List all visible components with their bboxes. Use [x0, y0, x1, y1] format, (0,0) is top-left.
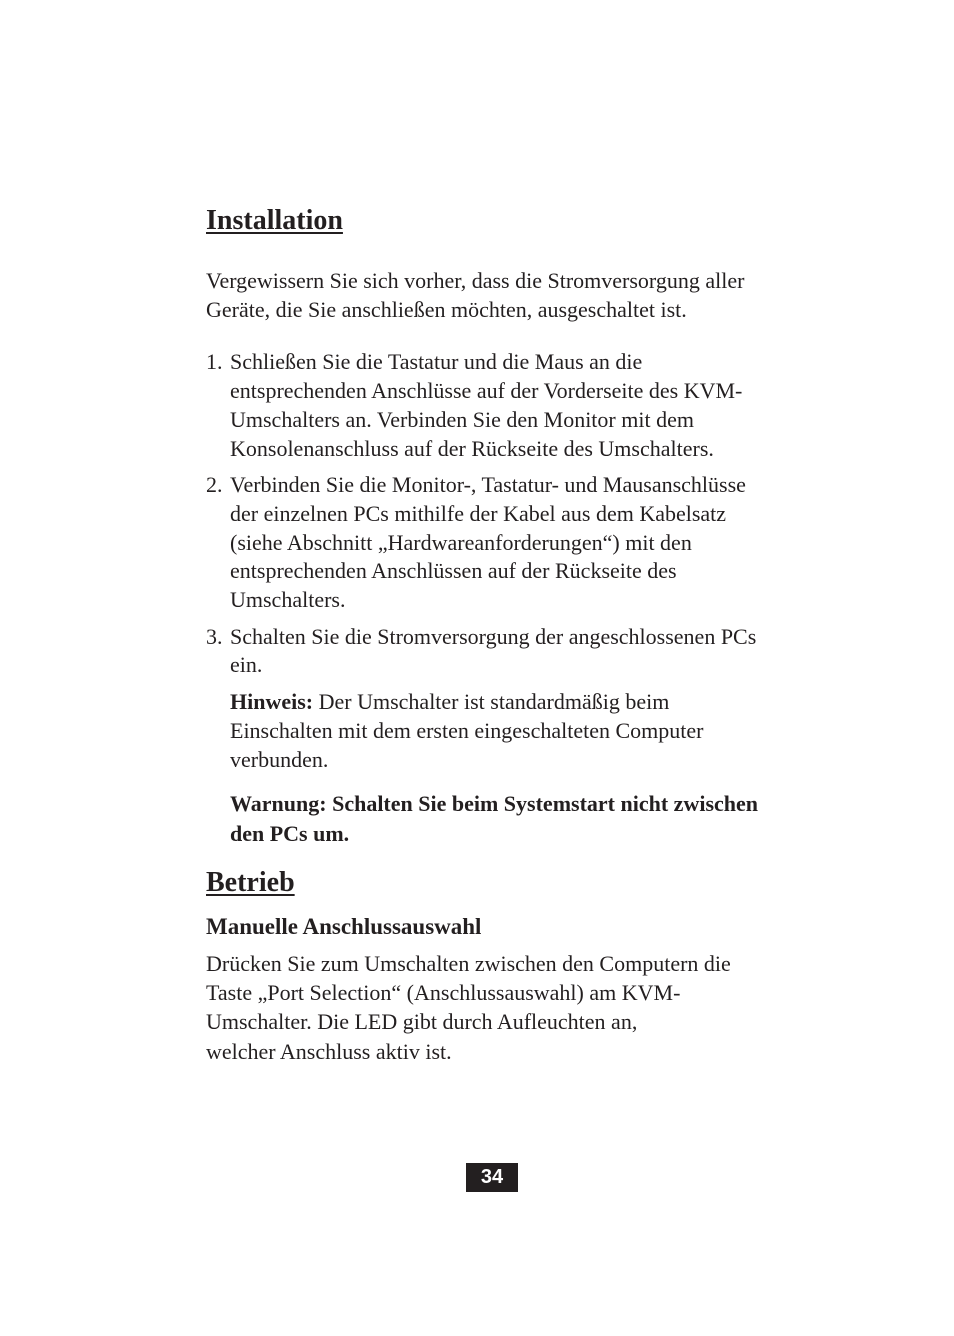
note-label: Hinweis:: [230, 689, 314, 715]
manual-port-selection-text: [206, 950, 766, 1067]
note-paragraph: [206, 688, 766, 774]
installation-steps: [206, 348, 766, 680]
step-2: [206, 471, 766, 615]
operation-heading: Betrieb: [206, 867, 295, 899]
manual-port-selection-subheading: Manuelle Anschlussauswahl: [206, 914, 482, 940]
step-2-text: Verbinden Sie die Monitor-, Tastatur- und Mausanschlüsse der einzelnen PCs mithilfe der Kabel aus dem Kabelsatz (siehe Abschnitt „Hardwareanforderungen“) mit den entsprechenden Anschlüssen auf der Rückseite des Umschalters.: [230, 472, 746, 613]
step-3: [206, 623, 766, 680]
step-3-text: Schalten Sie die Stromversorgung der angeschlossenen PCs ein.: [230, 623, 757, 678]
document-page: [206, 203, 766, 1067]
installation-heading: Installation: [206, 205, 343, 236]
step-3-number: 3.: [206, 623, 223, 649]
step-1-text: Schließen Sie die Tastatur und die Maus an die entsprechenden Anschlüsse auf der Vorderseite des KVM-Umschalters an. Verbinden Sie den Monitor mit dem Konsolenanschluss auf der Rückseite des Umschalters.: [230, 349, 743, 461]
step-1: [206, 348, 766, 463]
installation-intro: Vergewissern Sie sich vorher, dass die Stromversorgung aller Geräte, die Sie anschließen möchten, ausgeschaltet ist.: [206, 268, 745, 322]
step-1-number: 1.: [206, 349, 223, 375]
manual-text-main: Drücken Sie zum Umschalten zwischen den Computern die Taste „Port Selection“ (Anschlussauswahl) am KVM-Umschalter. Die LED gibt durch Aufleuchten an,: [206, 951, 731, 1034]
warning-paragraph: Warnung: Schalten Sie beim Systemstart nicht zwischen den PCs um.: [230, 791, 758, 846]
page-number-badge: 34: [466, 1163, 518, 1192]
step-2-number: 2.: [206, 472, 223, 498]
note-text: Der Umschalter ist standardmäßig beim Einschalten mit dem ersten eingeschalteten Computer verbunden.: [230, 689, 704, 772]
manual-text-last: welcher Anschluss aktiv ist.: [206, 1039, 452, 1065]
